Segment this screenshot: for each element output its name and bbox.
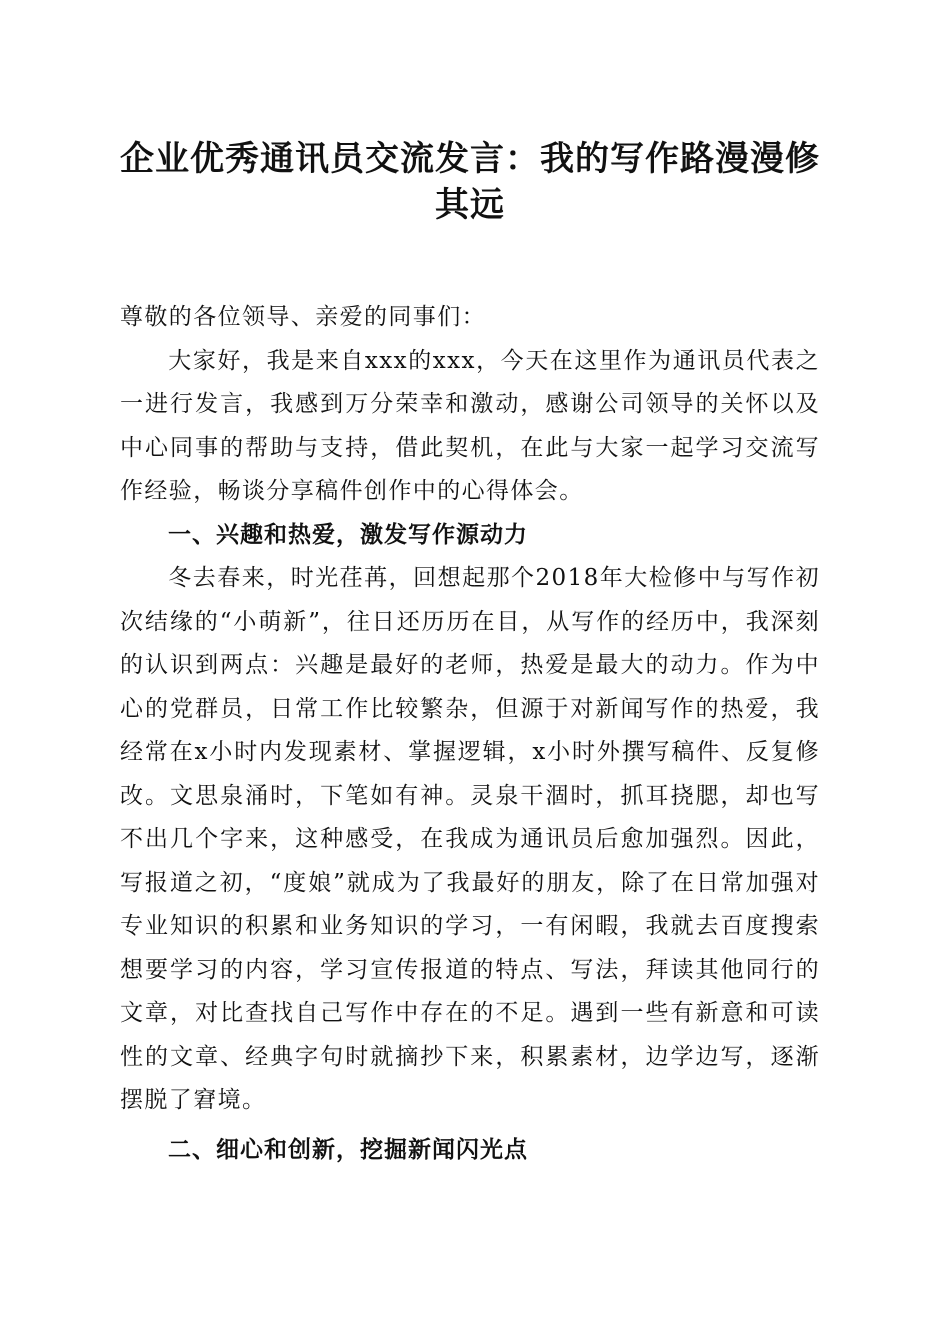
title-line-1: 企业优秀通讯员交流发言：我的写作路漫漫修 bbox=[120, 139, 820, 179]
intro-paragraph: 大家好，我是来自xxx的xxx，今天在这里作为通讯员代表之一进行发言，我感到万分荣幸和激动，感谢公司领导的关怀以及中心同事的帮助与支持，借此契机，在此与大家一起学习交流写作经验，畅谈分享稿件创作中的心得体会。 bbox=[120, 347, 820, 504]
document-title bbox=[120, 136, 820, 228]
salutation: 尊敬的各位领导、亲爱的同事们： bbox=[120, 304, 486, 330]
document-body bbox=[120, 296, 820, 1172]
section-1-paragraph: 冬去春来，时光荏苒，回想起那个2018年大检修中与写作初次结缘的“小萌新”，往日还历历在目，从写作的经历中，我深刻的认识到两点：兴趣是最好的老师，热爱是最大的动力。作为中心的党群员，日常工作比较繁杂，但源于对新闻写作的热爱，我经常在x小时内发现素材、掌握逻辑，x小时外撰写稿件、反复修改。文思泉涌时，下笔如有神。灵泉干涸时，抓耳挠腮，却也写不出几个字来，这种感受，在我成为通讯员后愈加强烈。因此，写报道之初，“度娘”就成为了我最好的朋友，除了在日常加强对专业知识的积累和业务知识的学习，一有闲暇，我就去百度搜索想要学习的内容，学习宣传报道的特点、写法，拜读其他同行的文章，对比查找自己写作中存在的不足。遇到一些有新意和可读性的文章、经典字句时就摘抄下来，积累素材，边学边写，逐渐摆脱了窘境。 bbox=[120, 565, 820, 1113]
section-1-heading: 一、兴趣和热爱，激发写作源动力 bbox=[168, 521, 528, 548]
section-2-heading: 二、细心和创新，挖掘新闻闪光点 bbox=[168, 1136, 528, 1163]
title-line-2: 其远 bbox=[435, 185, 505, 225]
